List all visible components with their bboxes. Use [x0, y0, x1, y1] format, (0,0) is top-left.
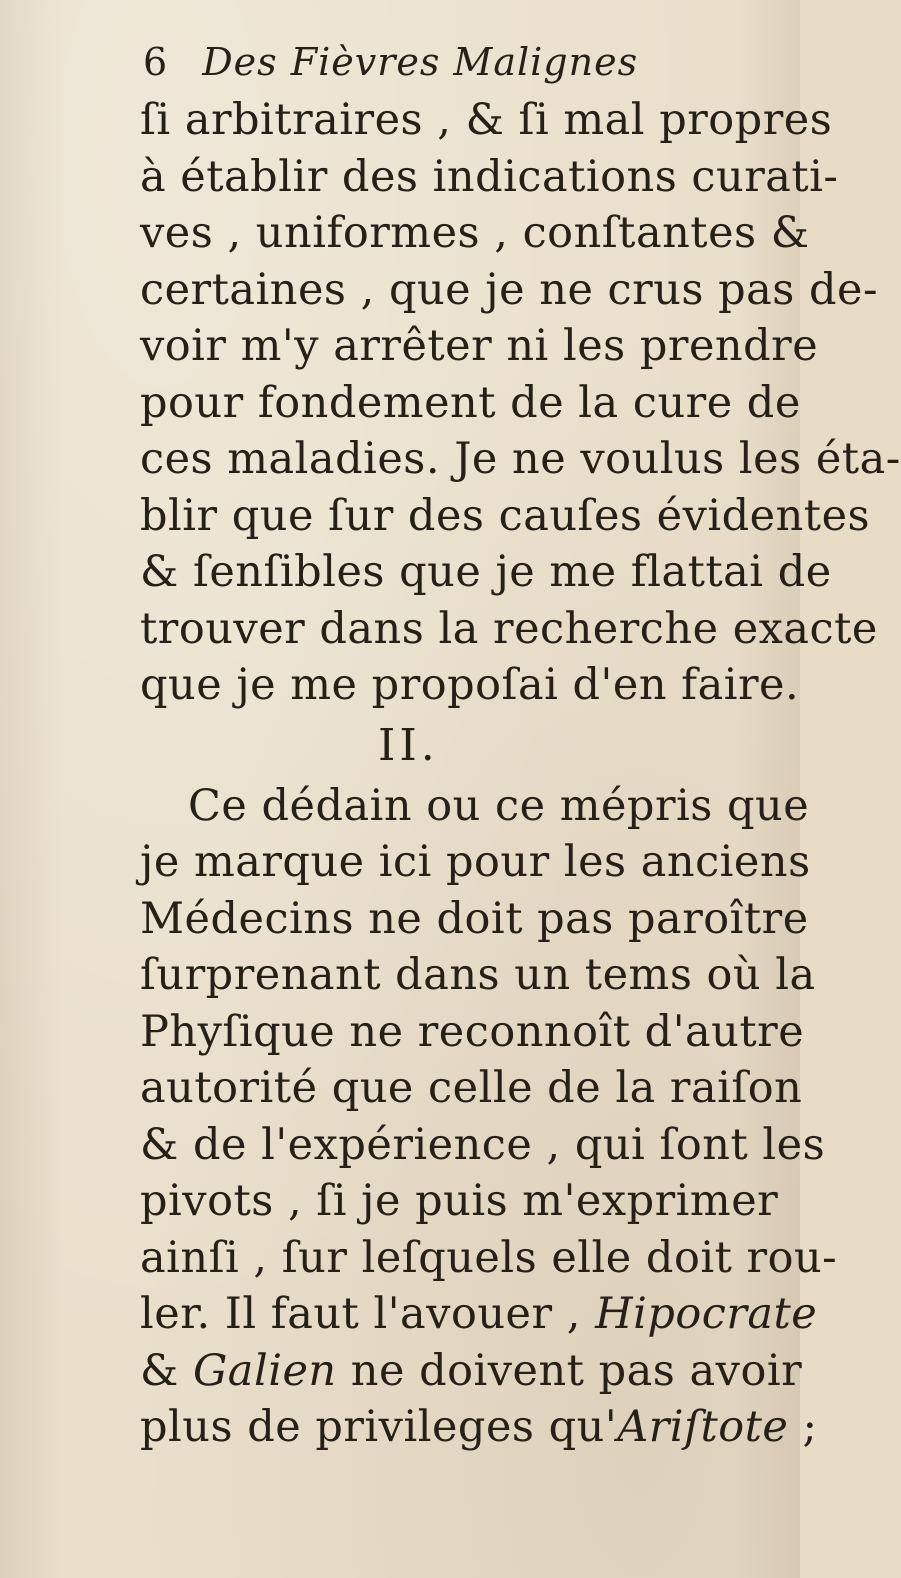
author-name-aristote: Ariſtote	[617, 1402, 789, 1452]
text-line: & ſenſibles que je me flattai de	[140, 547, 832, 597]
text-line: ces maladies. Je ne voulus les éta-	[140, 434, 901, 484]
text-fragment: &	[140, 1345, 193, 1396]
text-line: pour fondement de la cure de	[140, 377, 801, 428]
text-line: ainſi , ſur leſquels elle doit rou-	[140, 1232, 838, 1283]
text-line: Phyſique ne reconnoît d'autre	[140, 1006, 805, 1057]
text-line: autorité que celle de la raiſon	[140, 1063, 803, 1113]
section-number: II.	[378, 719, 439, 771]
text-line: à établir des indications curati-	[140, 151, 839, 202]
text-line: ſurprenant dans un tems où la	[140, 950, 816, 1000]
page-number: 6	[143, 40, 169, 84]
author-name-hipocrate: Hipocrate	[595, 1289, 818, 1339]
text-line: ves , uniformes , conſtantes &	[140, 208, 810, 258]
body-text	[140, 92, 901, 1456]
page-header	[143, 38, 638, 86]
text-line: Médecins ne doit pas paroître	[140, 893, 809, 944]
text-line	[140, 1343, 803, 1400]
text-fragment: ne doivent pas avoir	[336, 1345, 803, 1396]
text-line: trouver dans la recherche exacte	[140, 603, 878, 654]
text-line: je marque ici pour les anciens	[140, 837, 811, 887]
text-line: blir que ſur des cauſes évidentes	[140, 490, 871, 541]
text-line: voir m'y arrêter ni les prendre	[140, 321, 819, 371]
text-line: & de l'expérience , qui ſont les	[140, 1119, 826, 1170]
text-line: certaines , que je ne crus pas de-	[140, 264, 879, 315]
text-line: Ce dédain ou ce mépris que	[188, 780, 810, 831]
text-line	[140, 1286, 818, 1343]
text-fragment: plus de privileges qu'	[140, 1402, 618, 1452]
text-line: ſi arbitraires , & ſi mal propres	[140, 95, 833, 145]
text-line	[140, 1399, 818, 1456]
text-fragment: ler. Il faut l'avouer ,	[140, 1289, 581, 1339]
text-line: pivots , ſi je puis m'exprimer	[140, 1176, 779, 1226]
running-title: Des Fièvres Malignes	[202, 40, 639, 84]
text-line: que je me propoſai d'en faire.	[140, 660, 800, 710]
author-name-galien: Galien	[192, 1345, 337, 1396]
text-fragment: ;	[788, 1402, 818, 1452]
